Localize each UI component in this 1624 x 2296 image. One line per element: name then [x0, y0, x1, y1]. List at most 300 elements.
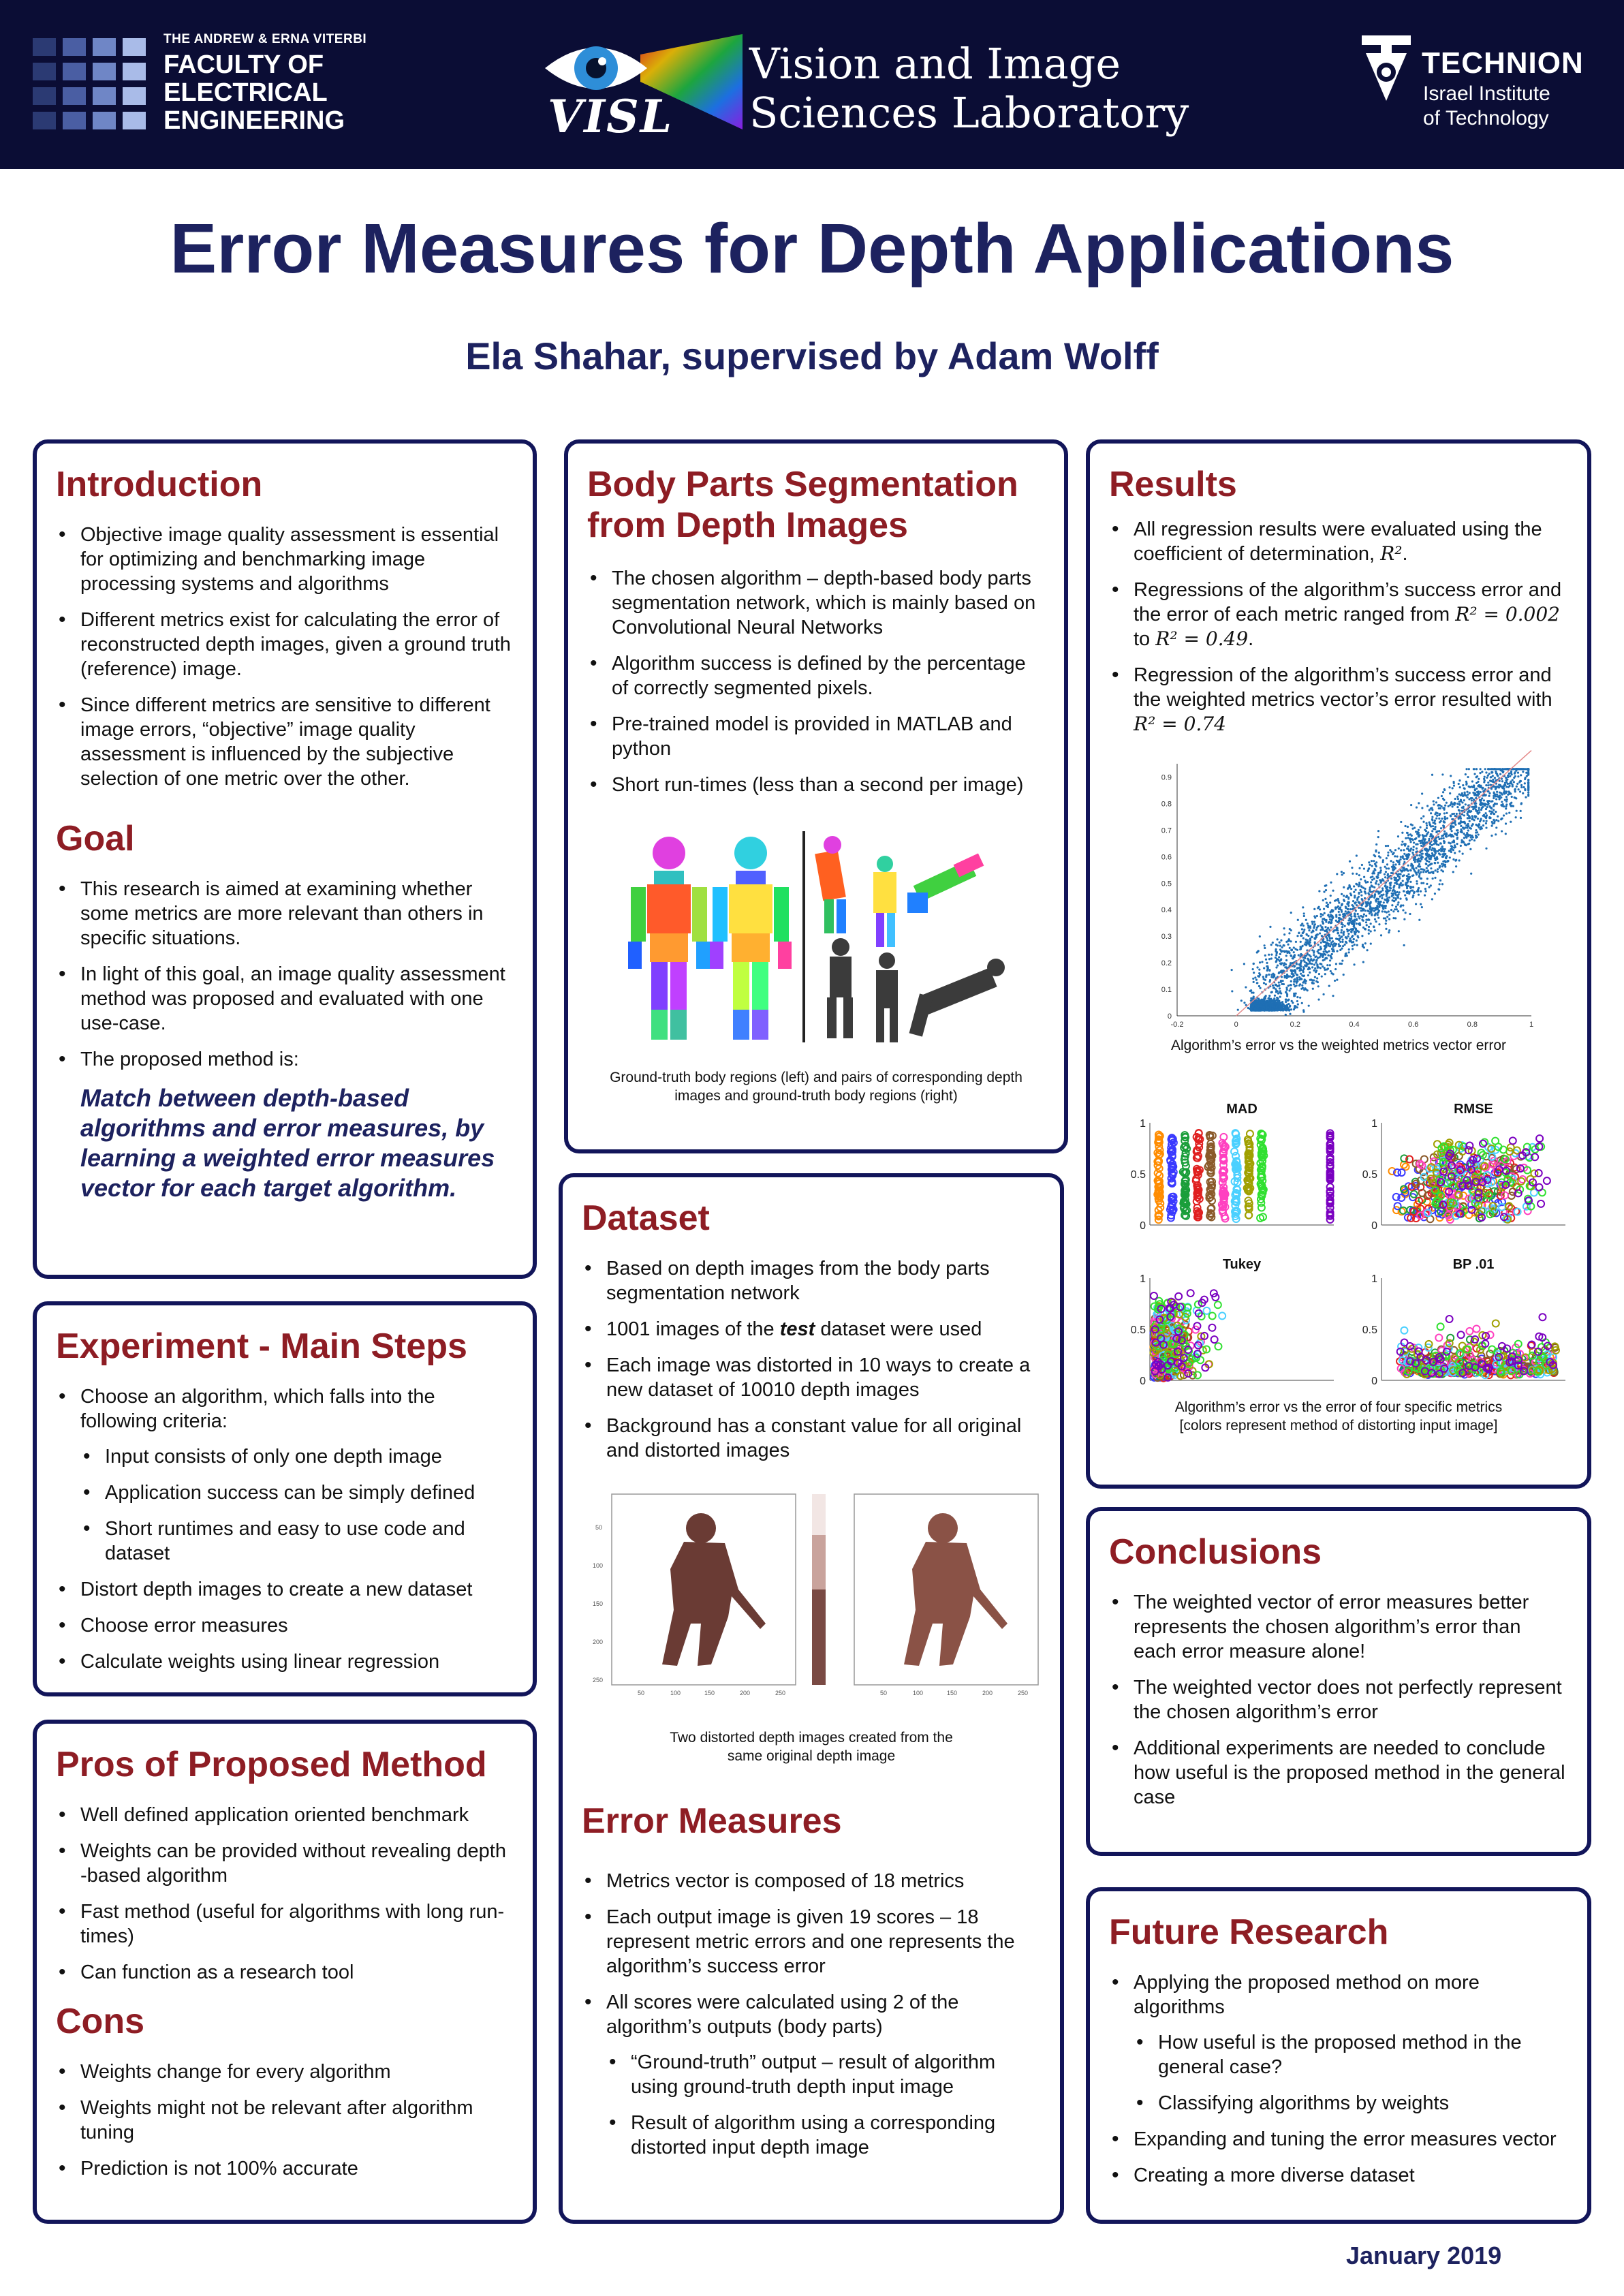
data-point: [1449, 792, 1451, 794]
data-point: [1412, 874, 1414, 876]
data-point: [1436, 831, 1438, 833]
data-point: [1261, 961, 1263, 963]
data-point: [1495, 811, 1497, 813]
data-point: [1334, 900, 1336, 902]
data-point: [1296, 977, 1298, 979]
data-point: [1371, 879, 1373, 881]
data-point: [1342, 938, 1344, 940]
data-point: [1431, 855, 1433, 857]
data-point: [1357, 936, 1359, 938]
data-point: [1292, 955, 1294, 957]
data-point: [1428, 858, 1431, 860]
data-point: [1322, 955, 1324, 957]
data-point: [1452, 787, 1454, 789]
data-point: [1381, 895, 1383, 897]
data-point: [1390, 860, 1392, 862]
data-point: [1454, 815, 1456, 817]
metric-chart-title: MAD: [1226, 1102, 1258, 1117]
data-point: [1283, 933, 1285, 935]
data-point: [1338, 908, 1340, 910]
results-list: [1109, 517, 1568, 736]
data-point: [1411, 889, 1414, 891]
data-point: [1322, 920, 1324, 922]
data-point: [1332, 946, 1334, 948]
data-point: [1283, 1008, 1285, 1010]
error-measures-item3-text: All scores were calculated using 2 of the algorithm’s outputs (body parts): [606, 1991, 959, 2038]
data-point: [1381, 910, 1384, 912]
data-point: [1352, 904, 1354, 906]
data-point: [1493, 820, 1495, 822]
depth-x-tick: 50: [638, 1690, 645, 1696]
data-point: [1373, 871, 1375, 873]
data-point: [1317, 967, 1319, 969]
faculty-line4: ENGINEERING: [163, 106, 345, 135]
data-point: [1407, 865, 1409, 867]
faculty-line3: ELECTRICAL: [163, 78, 328, 107]
data-point: [1461, 794, 1463, 796]
data-point: [1389, 882, 1391, 884]
data-point: [1472, 792, 1474, 794]
data-point: [1484, 788, 1486, 790]
data-point: [1368, 867, 1370, 869]
list-item: • The chosen algorithm – depth-based body parts segmentation network, which is mainly based on Convolutional Neural Networks: [587, 566, 1045, 640]
data-point: [1404, 825, 1406, 827]
data-point: [1421, 906, 1423, 908]
data-point: [1411, 896, 1414, 898]
data-point: [1278, 972, 1280, 974]
introduction-list: [56, 523, 514, 791]
data-point: [1438, 838, 1440, 840]
data-point: [1467, 829, 1469, 831]
data-point: [1478, 809, 1480, 811]
data-point: [1316, 915, 1318, 917]
data-point: [1456, 837, 1458, 839]
data-point: [1433, 803, 1435, 805]
results-heading: Results: [1109, 465, 1237, 504]
data-point: [1347, 905, 1349, 907]
data-point: [1386, 867, 1388, 869]
data-point: [1485, 820, 1487, 822]
data-point: [1514, 775, 1516, 777]
data-point: [1379, 904, 1381, 906]
data-point: [1358, 916, 1360, 918]
data-point: [1324, 954, 1326, 956]
depth-x-tick: 200: [740, 1690, 751, 1696]
data-point: [1478, 790, 1480, 792]
data-point: [1317, 952, 1320, 954]
data-point: [1410, 804, 1412, 806]
data-point: [1386, 916, 1388, 918]
data-point: [1409, 841, 1411, 843]
data-point: [1422, 837, 1424, 839]
data-point: [1435, 842, 1437, 844]
data-point: [1314, 916, 1316, 918]
data-point: [1293, 983, 1295, 985]
technion-sub-line2: of Technology: [1423, 107, 1549, 129]
data-point: [1407, 870, 1409, 872]
data-point: [1350, 888, 1352, 890]
results-item1-text: All regression results were evaluated using the coefficient of determination,: [1134, 518, 1542, 565]
data-point: [1325, 946, 1327, 948]
data-point: [1327, 914, 1329, 916]
data-point: [1405, 854, 1407, 856]
data-point: [1281, 983, 1283, 985]
data-point: [1407, 834, 1409, 836]
data-point: [1292, 957, 1294, 959]
data-point: [1315, 935, 1317, 937]
data-point: [1525, 796, 1527, 798]
data-point: [1329, 945, 1331, 947]
data-point: [1471, 838, 1473, 840]
results-item2-text: Regressions of the algorithm’s success error and the error of each metric ranged from: [1134, 579, 1562, 625]
data-point: [1409, 839, 1411, 841]
data-point: [1298, 976, 1300, 978]
r-squared-symbol: R²: [1380, 542, 1403, 565]
data-point: [1343, 886, 1345, 888]
data-point: [1520, 774, 1522, 776]
data-point: [1412, 839, 1414, 841]
data-point: [1337, 932, 1339, 934]
data-point: [1396, 891, 1398, 893]
data-point: [1472, 808, 1474, 810]
data-point: [1446, 812, 1448, 814]
data-point: [1326, 940, 1328, 942]
data-point: [1270, 944, 1272, 946]
data-point: [1437, 862, 1439, 864]
results-item2-mid: to: [1134, 628, 1156, 650]
data-point: [1463, 828, 1465, 830]
data-point: [1281, 950, 1283, 952]
data-point: [1374, 895, 1376, 897]
results-item2-end: .: [1248, 628, 1254, 650]
data-point: [1397, 910, 1399, 912]
data-point: [1290, 912, 1292, 914]
data-point: [1329, 901, 1331, 903]
data-point: [1324, 959, 1326, 961]
data-point: [1425, 822, 1427, 824]
data-point: [1468, 798, 1470, 800]
data-point: [1243, 1002, 1245, 1004]
data-point: [1287, 984, 1290, 987]
data-point: [1321, 976, 1323, 978]
data-point: [1368, 861, 1370, 863]
data-point: [1505, 805, 1507, 807]
data-point: [1341, 903, 1343, 905]
data-point: [1421, 807, 1423, 809]
data-point: [1520, 817, 1522, 819]
data-point: [1451, 818, 1453, 820]
data-point: [1421, 855, 1423, 857]
data-point: [1347, 919, 1349, 921]
data-point: [1275, 1008, 1277, 1010]
data-point: [1471, 818, 1473, 820]
data-point: [1443, 842, 1445, 844]
depth-x-tick: 150: [947, 1690, 958, 1696]
data-point: [1358, 896, 1360, 898]
data-point: [1393, 885, 1395, 887]
data-point: [1499, 1204, 1505, 1211]
data-point: [1275, 1002, 1277, 1004]
faculty-name: [163, 33, 366, 135]
data-point: [1281, 962, 1283, 964]
data-point: [1458, 818, 1460, 820]
data-point: [1355, 901, 1357, 903]
data-point: [1314, 956, 1316, 958]
data-point: [1488, 810, 1490, 812]
list-item: • Calculate weights using linear regression: [56, 1649, 514, 1674]
data-point: [1368, 910, 1370, 912]
data-point: [1290, 955, 1292, 957]
data-point: [1320, 967, 1322, 969]
data-point: [1306, 940, 1308, 942]
data-point: [1385, 890, 1387, 892]
data-point: [1458, 779, 1461, 781]
data-point: [1415, 903, 1417, 905]
data-point: [1289, 928, 1291, 930]
data-point: [1300, 978, 1302, 980]
data-point: [1365, 918, 1367, 920]
data-point: [1470, 810, 1472, 812]
data-point: [1357, 913, 1359, 915]
data-point: [1358, 874, 1360, 876]
data-point: [1442, 870, 1444, 872]
data-point: [1443, 788, 1446, 790]
data-point: [1377, 874, 1379, 876]
data-point: [1451, 813, 1453, 815]
data-point: [1434, 862, 1436, 864]
list-item: • Well defined application oriented benchmark: [56, 1803, 514, 1827]
data-point: [1386, 888, 1388, 890]
data-point: [1441, 846, 1443, 848]
data-point: [1490, 835, 1493, 837]
data-point: [1274, 995, 1276, 997]
data-point: [1490, 788, 1493, 790]
depth-x-tick: 100: [913, 1690, 924, 1696]
data-point: [1293, 993, 1295, 995]
data-point: [1340, 931, 1342, 933]
data-point: [1300, 973, 1302, 975]
data-point: [1505, 781, 1508, 784]
error-measures-sub-list: [606, 2050, 1041, 2160]
y-tick-label: 0: [1140, 1220, 1146, 1232]
pros-cons-panel: [33, 1720, 537, 2224]
data-point: [1454, 824, 1456, 826]
depth-colorbar-lightest: [812, 1494, 826, 1535]
data-point: [1299, 965, 1301, 967]
data-point: [1331, 915, 1333, 917]
data-point: [1422, 816, 1424, 818]
data-point: [1330, 957, 1332, 959]
list-item: • Short run-times (less than a second per image): [587, 773, 1045, 797]
data-point: [1388, 914, 1390, 916]
data-point: [1504, 784, 1506, 786]
data-point: [1369, 864, 1371, 866]
data-point: [1296, 974, 1298, 976]
y-tick-label: 0: [1371, 1220, 1377, 1232]
data-point: [1465, 834, 1467, 836]
data-point: [1345, 905, 1347, 907]
data-point: [1293, 1008, 1295, 1010]
data-point: [1355, 931, 1357, 933]
data-point: [1352, 948, 1354, 950]
data-point: [1498, 798, 1500, 800]
data-point: [1476, 811, 1478, 813]
data-point: [1334, 980, 1336, 982]
data-point: [1360, 878, 1362, 880]
data-point: [1278, 1006, 1280, 1008]
data-point: [1491, 768, 1493, 770]
data-point: [1416, 833, 1418, 835]
x-tick-label: 0.2: [1290, 1021, 1300, 1029]
data-point: [1343, 914, 1345, 916]
data-point: [1423, 869, 1425, 871]
data-point: [1322, 993, 1324, 995]
data-point: [1441, 883, 1443, 885]
dataset-heading: Dataset: [582, 1198, 710, 1238]
data-point: [1409, 833, 1411, 835]
data-point: [1454, 846, 1456, 848]
data-point: [1301, 984, 1303, 987]
data-point: [1453, 803, 1455, 805]
data-point: [1467, 825, 1469, 827]
data-point: [1326, 937, 1328, 940]
data-point: [1280, 1007, 1282, 1009]
metric-scatter-grid: [1109, 1096, 1575, 1395]
data-point: [1341, 941, 1343, 943]
data-point: [1469, 839, 1471, 841]
data-point: [1338, 920, 1340, 922]
data-point: [1285, 987, 1287, 989]
data-point: [1318, 890, 1320, 892]
data-point: [1294, 985, 1296, 987]
data-point: [1434, 813, 1436, 815]
data-point: [1265, 995, 1267, 997]
depth-y-tick: 50: [595, 1524, 603, 1531]
data-point: [1435, 801, 1437, 803]
data-point: [1406, 858, 1408, 860]
data-point: [1310, 978, 1312, 980]
data-point: [1503, 814, 1505, 816]
data-point: [1375, 882, 1377, 884]
data-point: [1341, 929, 1343, 931]
data-point: [1296, 949, 1298, 951]
data-point: [1493, 795, 1495, 797]
data-point: [1275, 966, 1277, 968]
data-point: [1262, 978, 1264, 980]
data-point: [1309, 942, 1311, 944]
data-point: [1395, 905, 1397, 907]
data-point: [1505, 801, 1508, 803]
data-point: [1426, 852, 1428, 854]
data-point: [1320, 916, 1322, 918]
data-point: [1361, 899, 1363, 901]
data-point: [1520, 810, 1522, 812]
data-point: [1338, 901, 1340, 903]
data-point: [1493, 797, 1495, 799]
data-point: [1323, 890, 1325, 893]
data-point: [1396, 856, 1398, 858]
data-point: [1520, 786, 1522, 788]
data-point: [1456, 806, 1458, 808]
data-point: [1527, 779, 1529, 781]
data-point: [1249, 990, 1251, 992]
body-segmentation-figure: [587, 824, 1053, 1056]
dataset-item2-emphasis: test: [779, 1318, 815, 1340]
data-point: [1356, 873, 1358, 875]
data-point: [1353, 885, 1355, 887]
data-point: [1380, 934, 1382, 936]
data-point: [1378, 906, 1380, 908]
data-point: [1290, 984, 1292, 986]
data-point: [1305, 982, 1307, 984]
data-point: [1288, 932, 1290, 934]
data-point: [1499, 768, 1501, 770]
data-point: [1527, 794, 1529, 796]
data-point: [1422, 882, 1424, 884]
data-point: [1414, 861, 1416, 863]
data-point: [1467, 814, 1469, 816]
data-point: [1434, 877, 1436, 879]
data-point: [1312, 988, 1314, 990]
data-point: [1493, 781, 1495, 783]
data-point: [1330, 922, 1332, 924]
pros-heading: Pros of Proposed Method: [56, 1745, 487, 1784]
data-point: [1403, 890, 1405, 892]
data-point: [1362, 961, 1364, 963]
list-item: • The proposed method is:: [56, 1047, 514, 1072]
data-point: [1273, 1006, 1275, 1008]
data-point: [1312, 930, 1314, 932]
data-point: [1253, 981, 1255, 983]
data-point: [1250, 997, 1252, 999]
data-point: [1451, 805, 1453, 807]
data-point: [1267, 997, 1269, 999]
data-point: [1324, 973, 1326, 975]
data-point: [1393, 868, 1395, 870]
goal-list: [56, 877, 514, 1072]
data-point: [1347, 935, 1349, 937]
data-point: [1276, 997, 1278, 999]
data-point: [1317, 981, 1319, 983]
data-point: [1406, 875, 1408, 877]
y-tick-label: 0: [1167, 1012, 1172, 1021]
data-point: [1471, 816, 1473, 818]
data-point: [1304, 955, 1306, 957]
data-point: [1303, 929, 1305, 931]
data-point: [1308, 929, 1310, 931]
data-point: [1440, 850, 1442, 852]
data-point: [1378, 855, 1380, 857]
dataset-item2-post: dataset were used: [815, 1318, 982, 1340]
data-point: [1304, 978, 1306, 980]
data-point: [1409, 891, 1411, 893]
data-point: [1425, 835, 1427, 837]
data-point: [1429, 843, 1431, 845]
data-point: [1428, 886, 1430, 888]
data-point: [1303, 915, 1305, 917]
data-point: [1441, 818, 1443, 820]
data-point: [1285, 959, 1287, 961]
data-point: [1355, 910, 1357, 912]
data-point: [1487, 781, 1489, 784]
data-point: [1514, 796, 1516, 798]
data-point: [1482, 824, 1484, 826]
data-point: [1313, 908, 1315, 910]
data-point: [1359, 922, 1361, 924]
data-point: [1254, 976, 1256, 978]
data-point: [1519, 768, 1521, 770]
data-point: [1339, 937, 1341, 940]
